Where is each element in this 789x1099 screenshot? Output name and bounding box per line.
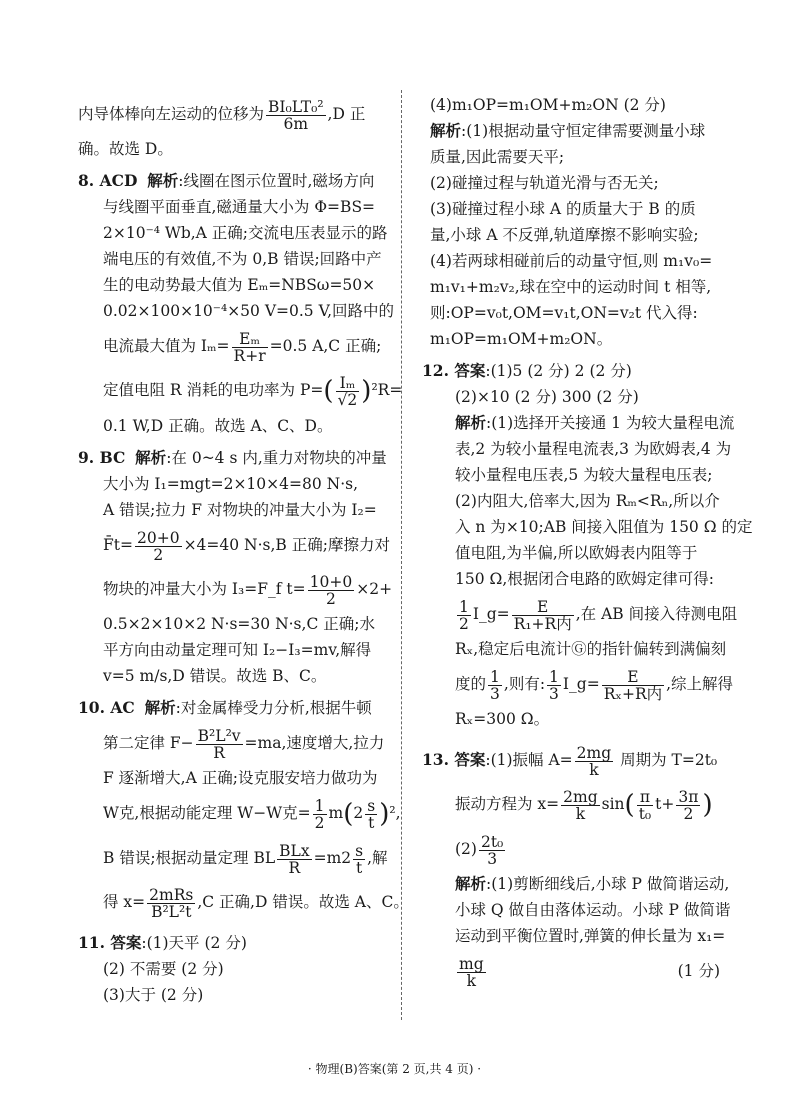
- line-q7-tail: 内导体棒向左运动的位移为 $\frac{\text{BI₀LT₀²}}{6m}$ ,D 正: [78, 97, 366, 133]
- q9-header: 9. BC 解析:在 0~4 s 内,重力对物块的冲量: [78, 448, 387, 467]
- q9-line: v=5 m/s,D 错误。故选 B、C。: [103, 667, 327, 685]
- q8-line: 与线圈平面垂直,磁通量大小为 Φ=BS=: [103, 198, 376, 216]
- line-q7-end: 确。故选 D。: [78, 140, 173, 158]
- q11-line: 量,小球 A 不反弹,轨道摩擦不影响实验;: [430, 226, 699, 244]
- q8-line: 生的电动势最大值为 Eₘ=NBSω=50×: [103, 276, 376, 294]
- q9-line-frac: F̄t= $\frac{20+0}{2}$ ×4=40 N·s,B 正确;摩擦力对: [103, 528, 390, 564]
- q13-line-2: (2) $\frac{\text{2t₀}}{3}$: [455, 832, 504, 868]
- q9-line-frac: 物块的冲量大小为 I₃=F_f t= $\frac{10+0}{2}$ ×2+: [103, 572, 393, 608]
- page-footer: · 物理(B)答案(第 2 页,共 4 页) ·: [307, 1062, 482, 1076]
- q13-line-eq: 振动方程为 x= $\frac{2mg}{k}$ sin( $\frac{\pi}{\text{t₀}}$ t+ $\frac{3\pi}{2}$ ): [455, 787, 713, 823]
- q8-line: 0.1 W,D 正确。故选 A、C、D。: [103, 417, 333, 435]
- q12-line-frac: $\frac{1}{2}$ I_g= E R₁+R内 ,在 AB 间接入待测电阻: [459, 597, 738, 633]
- q10-line-work: W克,根据动能定理 W−W克= $\frac{1}{2}$ m(2 $\frac{s}{t}$ )²,: [103, 796, 401, 832]
- q13-header: 13. 答案:(1)振幅 A= $\frac{2mg}{k}$ 周期为 T=2t₀: [422, 743, 718, 779]
- q12-line-frac: 度的 $\frac{1}{3}$ ,则有: $\frac{1}{3}$ I_g= E Rₓ+R内 ,综上解得: [455, 667, 734, 703]
- q11-line: (4)若两球相碰前后的动量守恒,则 m₁v₀=: [430, 252, 713, 270]
- q13-analysis: 解析:(1)剪断细线后,小球 P 做简谐运动,: [455, 874, 730, 893]
- q11-line: m₁OP=m₁OM+m₂ON。: [430, 330, 613, 348]
- q13-line: 小球 Q 做自由落体运动。小球 P 做简谐: [455, 901, 731, 919]
- q12-line: 150 Ω,根据闭合电路的欧姆定律可得:: [455, 570, 715, 588]
- q11-line: 质量,因此需要天平;: [430, 148, 565, 166]
- score: (1 分): [677, 962, 720, 980]
- q13-line: 运动到平衡位置时,弹簧的伸长量为 x₁=: [455, 927, 726, 945]
- fraction: $\frac{\text{BI₀LT₀²}}{6m}$: [268, 97, 324, 133]
- q12-line: (2)×10 (2 分) 300 (2 分): [455, 388, 639, 406]
- q12-line: (2)内阻大,倍率大,因为 Rₘ<Rₙ,所以介: [455, 492, 720, 510]
- q8-line: 2×10⁻⁴ Wb,A 正确;交流电压表显示的路: [103, 224, 388, 242]
- q12-line: 较小量程电压表,5 为较大量程电压表;: [455, 466, 713, 484]
- q12-line: 入 n 为×10;AB 间接入阻值为 150 Ω 的定: [455, 518, 753, 536]
- q12-analysis: 解析:(1)选择开关接通 1 为较大量程电流: [455, 413, 735, 432]
- q8-line: 端电压的有效值,不为 0,B 错误;回路中产: [103, 250, 382, 268]
- q11-line: 则:OP=v₀t,OM=v₁t,ON=v₂t 代入得:: [430, 304, 698, 322]
- q8-line-power: 定值电阻 R 消耗的电功率为 P=( $\frac{\text{Iₘ}}{√2}$ )²R=: [103, 373, 403, 409]
- q11-header: 11. 答案:(1)天平 (2 分): [78, 933, 247, 952]
- q11-line: m₁v₁+m₂v₂,球在空中的运动时间 t 相等,: [430, 278, 712, 296]
- q10-line-result: 得 x= 2mRs B²L²t ,C 正确,D 错误。故选 A、C。: [103, 885, 409, 921]
- q12-header: 12. 答案:(1)5 (2 分) 2 (2 分): [422, 361, 632, 380]
- q12-line: Rₓ,稳定后电流计Ⓖ的指针偏转到满偏刻: [455, 640, 727, 658]
- q11-answer-4: (4)m₁OP=m₁OM+m₂ON (2 分): [430, 96, 666, 114]
- q11-line: (2)碰撞过程与轨道光滑与否无关;: [430, 174, 659, 192]
- right-column: [422, 92, 753, 993]
- q10-header: 10. AC 解析:对金属棒受力分析,根据牛顿: [78, 698, 372, 717]
- q11-analysis: 解析:(1)根据动量守恒定律需要测量小球: [430, 121, 706, 140]
- q12-line: 值电阻,为半偏,所以欧姆表内阻等于: [455, 544, 698, 562]
- q11-line: (3)碰撞过程小球 A 的质量大于 B 的质: [430, 200, 696, 218]
- q11-line: (2) 不需要 (2 分): [103, 960, 224, 978]
- q9-line: A 错误;拉力 F 对物块的冲量大小为 I₂=: [103, 501, 377, 519]
- q9-line: 0.5×2×10×2 N·s=30 N·s,C 正确;水: [103, 615, 375, 633]
- q10-line-frac: 第二定律 F− $\frac{\text{B²L²v}}{R}$ =ma,速度增大,拉力: [103, 726, 385, 762]
- q9-line: 平方向由动量定理可知 I₂−I₃=mv,解得: [103, 641, 372, 659]
- q10-line-momentum: B 错误;根据动量定理 BL BLx R =m2 $\frac{s}{t}$ ,解: [103, 841, 388, 877]
- q11-line: (3)大于 (2 分): [103, 986, 204, 1004]
- q8-header: 8. ACD 解析:线圈在图示位置时,磁场方向: [78, 171, 375, 190]
- q12-line: Rₓ=300 Ω。: [455, 710, 550, 728]
- q9-line: 大小为 I₁=mgt=2×10×4=80 N·s,: [103, 475, 359, 493]
- q12-line: 表,2 为较小量程电流表,3 为欧姆表,4 为: [455, 440, 732, 458]
- left-column: [78, 92, 409, 1008]
- q13-line-frac: $\frac{mg}{k}$ (1 分): [430, 949, 720, 993]
- q8-line: 0.02×100×10⁻⁴×50 V=0.5 V,回路中的: [103, 302, 394, 320]
- q10-line: F 逐渐增大,A 正确;设克服安培力做功为: [103, 769, 378, 787]
- q8-line-current: 电流最大值为 Iₘ= $\frac{\text{Eₘ}}{R+r}$ =0.5 A,C 正确;: [103, 329, 382, 365]
